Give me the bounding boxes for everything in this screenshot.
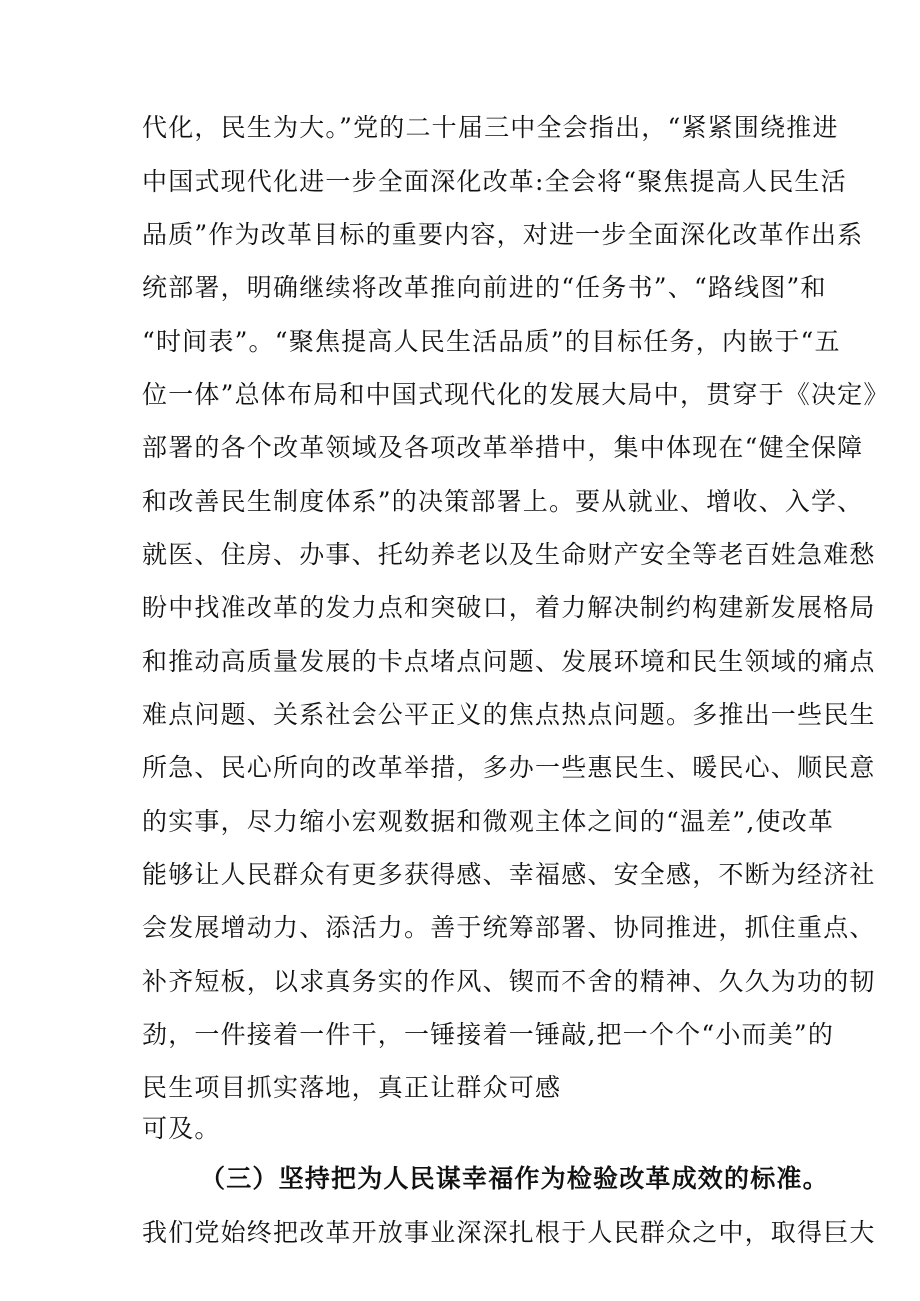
paragraph-line: 劲，一件接着一件干，一锤接着一锤敲,把一个个“小而美”的 (142, 1020, 835, 1049)
paragraph-line: 统部署，明确继续将改革推向前进的“任务书”、“路线图”和 (142, 273, 827, 302)
paragraph-line: 部署的各个改革领域及各项改革举措中，集中体现在“健全保障 (142, 433, 864, 462)
paragraph-line: 中国式现代化进一步全面深化改革:全会将“聚焦提高人民生活 (142, 167, 847, 196)
paragraph-line: 盼中找准改革的发力点和突破口，着力解决制约构建新发展格局 (142, 593, 876, 622)
paragraph-line: 就医、住房、办事、托幼养老以及生命财产安全等老百姓急难愁 (142, 540, 876, 569)
paragraph-line: 位一体”总体布局和中国式现代化的发展大局中，贯穿于《决定》 (142, 380, 890, 409)
paragraph-line: 民生项目抓实落地，真正让群众可感 (142, 1073, 562, 1102)
paragraph-line: 能够让人民群众有更多获得感、幸福感、安全感，不断为经济社 (142, 860, 876, 889)
paragraph-line: 代化，民生为大。”党的二十届三中全会指出，“紧紧围绕推进 (142, 113, 839, 142)
paragraph-line: 会发展增动力、添活力。善于统筹部署、协同推进，抓住重点、 (142, 913, 876, 942)
paragraph-line: 和推动高质量发展的卡点堵点问题、发展环境和民生领域的痛点 (142, 647, 876, 676)
paragraph-line: 难点问题、关系社会公平正义的焦点热点问题。多推出一些民生 (142, 700, 876, 729)
paragraph-line: 和改善民生制度体系”的决策部署上。要从就业、增收、入学、 (142, 487, 864, 516)
section-heading: （三）坚持把为人民谋幸福作为检验改革成效的标准。 (200, 1164, 829, 1193)
paragraph-line: 可及。 (142, 1114, 221, 1143)
paragraph-line: 的实事，尽力缩小宏观数据和微观主体之间的“温差”,使改革 (142, 807, 835, 836)
paragraph-line: 补齐短板，以求真务实的作风、锲而不舍的精神、久久为功的韧 (142, 967, 876, 996)
paragraph-line: 所急、民心所向的改革举措，多办一些惠民生、暖民心、顺民意 (142, 753, 876, 782)
paragraph-line: “时间表”。“聚焦提高人民生活品质”的目标任务，内嵌于“五 (142, 327, 841, 356)
paragraph-line: 我们党始终把改革开放事业深深扎根于人民群众之中，取得巨大 (142, 1218, 876, 1247)
paragraph-line: 品质”作为改革目标的重要内容，对进一步全面深化改革作出系 (142, 220, 864, 249)
